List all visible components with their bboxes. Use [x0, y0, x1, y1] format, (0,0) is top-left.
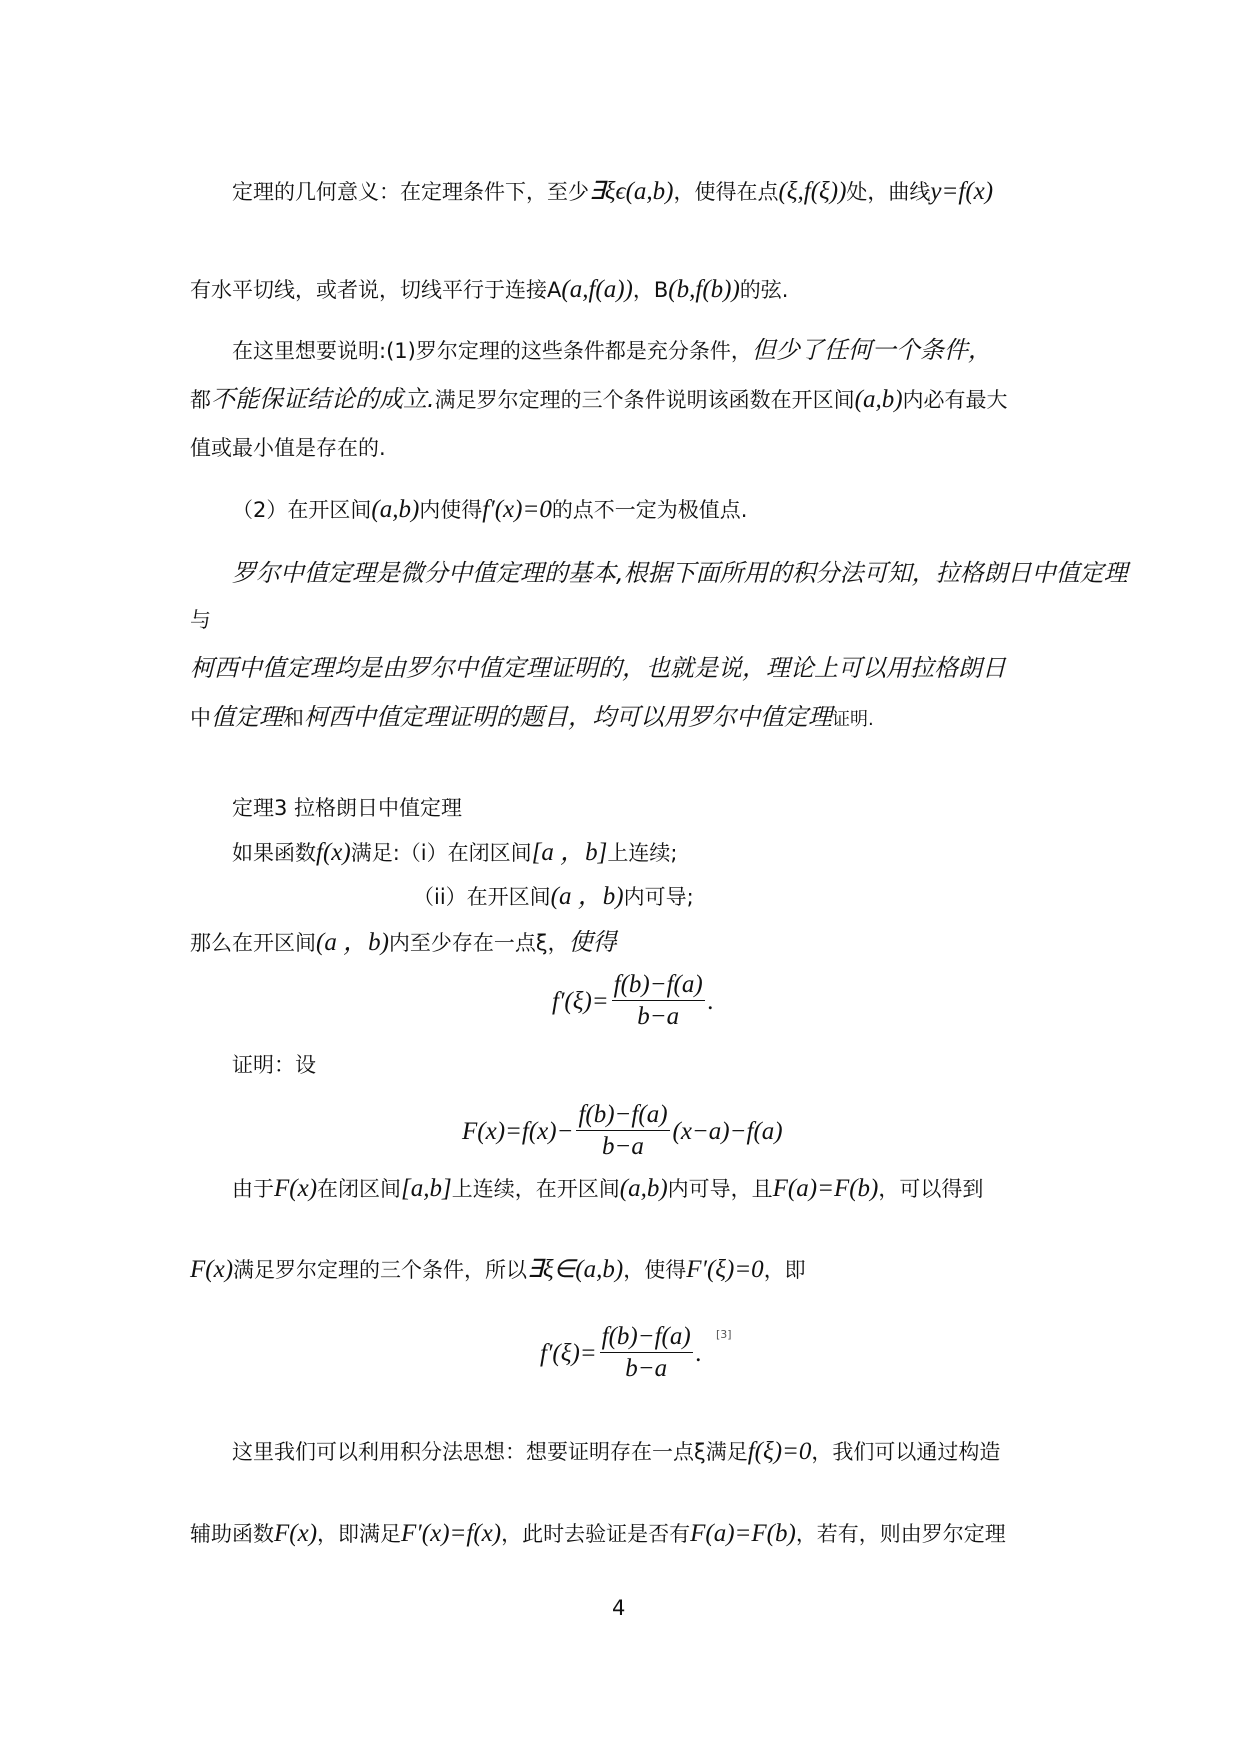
text-segment: ，若有，则由罗尔定理 — [795, 1522, 1006, 1546]
fraction-denominator: b−a — [602, 1133, 644, 1160]
text-segment: 定理3 拉格朗日中值定理 — [232, 796, 463, 820]
text-segment: ，我们可以通过构造 — [811, 1440, 1001, 1464]
text-segment: 在这里想要说明:(1)罗尔定理的这些条件都是充分条件， — [232, 339, 752, 363]
math-expression: ∃ξ∈(a,b) — [527, 1256, 624, 1283]
text-line — [190, 275, 788, 305]
text-segment: 有水平切线，或者说，切线平行于连接A — [190, 278, 562, 302]
math-expression: F(a)=F(b) — [690, 1520, 796, 1547]
text-line — [190, 433, 386, 463]
text-segment: 内可导; — [623, 885, 694, 909]
text-segment: ，使得 — [623, 1258, 687, 1282]
text-segment: 的点不一定为极值点. — [551, 498, 748, 522]
text-line — [413, 882, 694, 912]
formula-tail: (x−a)−f(a) — [672, 1117, 783, 1145]
text-segment: 处，曲线 — [846, 180, 931, 204]
text-segment: 由于 — [232, 1177, 274, 1201]
text-line — [232, 495, 748, 525]
text-line — [190, 1519, 1006, 1549]
math-expression: ∃ξϵ(a,b) — [589, 178, 674, 205]
fraction-denominator: b−a — [625, 1355, 668, 1382]
text-segment: 内可导，且 — [667, 1177, 773, 1201]
emphasis-text: 罗尔中值定理是微分中值定理的基本,根据下面所用的积分法可知，拉格朗日中值定理 — [232, 559, 1128, 587]
text-segment: 满足罗尔定理的三个条件说明该函数在开区间 — [434, 388, 855, 412]
math-expression: y=f(x) — [930, 178, 994, 205]
math-expression: f′(x)=0 — [482, 496, 552, 523]
text-segment: （ii）在开区间 — [413, 885, 551, 909]
math-expression: F(a)=F(b) — [772, 1175, 879, 1202]
text-line — [232, 558, 1128, 589]
text-line — [190, 653, 1006, 684]
math-expression: F(x) — [274, 1175, 318, 1202]
fraction-numerator: f(b)−f(a) — [612, 970, 705, 1001]
text-segment: 满足:（i）在闭区间 — [350, 841, 532, 865]
page-number: 4 — [612, 1596, 626, 1620]
formula-lagrange-result — [540, 1322, 732, 1385]
math-expression: F(x) — [190, 1256, 234, 1283]
math-expression: F′(x)=f(x) — [401, 1520, 502, 1547]
text-segment: 的弦. — [739, 278, 789, 302]
math-expression: (ξ,f(ξ)) — [778, 178, 847, 205]
formula-tail: . — [695, 1339, 702, 1367]
formula-lagrange — [552, 970, 714, 1033]
fraction — [600, 1322, 693, 1385]
math-expression: f(ξ)=0 — [747, 1438, 812, 1465]
text-segment: 辅助函数 — [190, 1522, 274, 1546]
text-line — [190, 605, 211, 635]
text-segment: 那么在开区间 — [190, 931, 316, 955]
text-segment: 与 — [190, 608, 211, 632]
math-expression: [a ，b] — [531, 839, 608, 866]
text-line — [190, 1255, 806, 1285]
text-line — [190, 927, 617, 958]
math-expression: (b,f(b)) — [668, 276, 740, 303]
formula-tail: . — [707, 987, 714, 1015]
text-segment: 在闭区间 — [317, 1177, 402, 1201]
formula-auxiliary-function — [462, 1100, 783, 1163]
text-segment: 证明. — [832, 709, 874, 730]
math-expression: (a ，b) — [316, 929, 389, 956]
emphasis-text: 使得 — [568, 928, 617, 956]
text-segment: 中 — [190, 706, 211, 730]
text-segment: 值或最小值是存在的. — [190, 436, 386, 460]
math-expression: f(x) — [316, 839, 351, 866]
text-segment: 证明：设 — [232, 1053, 316, 1077]
text-line — [232, 1174, 983, 1204]
text-segment: 如果函数 — [232, 841, 316, 865]
text-line — [232, 1050, 316, 1080]
text-segment: ，可以得到 — [878, 1177, 984, 1201]
text-segment: 上连续; — [607, 841, 678, 865]
math-expression: (a,f(a)) — [561, 276, 633, 303]
math-expression: (a ，b) — [550, 883, 624, 910]
text-line — [190, 384, 1008, 415]
math-expression: (a,b) — [371, 496, 420, 523]
math-expression: F(x) — [274, 1520, 318, 1547]
text-segment: 和 — [283, 706, 304, 730]
theorem-heading — [232, 793, 462, 823]
text-segment: ，B — [632, 278, 669, 302]
text-line — [232, 177, 993, 207]
text-segment: 上连续，在开区间 — [451, 1177, 620, 1201]
citation-mark[interactable]: [3] — [715, 1328, 732, 1341]
fraction-denominator: b−a — [637, 1003, 680, 1030]
math-expression: (a,b) — [619, 1175, 668, 1202]
text-line — [232, 335, 992, 366]
formula-lhs: F(x)=f(x)− — [462, 1117, 574, 1145]
emphasis-text: 柯西中值定理均是由罗尔中值定理证明的，也就是说，理论上可以用拉格朗日 — [190, 654, 1006, 682]
text-segment: 内必有最大 — [902, 388, 1008, 412]
text-segment: 定理的几何意义：在定理条件下，至少 — [232, 180, 589, 204]
math-expression: [a,b] — [401, 1175, 452, 1202]
text-line — [232, 1437, 1000, 1467]
fraction-numerator: f(b)−f(a) — [600, 1322, 693, 1353]
emphasis-text: 值定理 — [211, 703, 283, 731]
text-segment: 满足罗尔定理的三个条件，所以 — [233, 1258, 528, 1282]
formula-lhs: f′(ξ)= — [540, 1339, 597, 1367]
math-expression: F′(ξ)=0 — [686, 1256, 764, 1283]
emphasis-text: 但少了任何一个条件， — [751, 336, 992, 364]
fraction — [612, 970, 705, 1033]
text-segment: 内至少存在一点ξ， — [388, 931, 569, 955]
emphasis-text: 不能保证结论的成立. — [211, 385, 435, 413]
text-segment: ，此时去验证是否有 — [501, 1522, 691, 1546]
fraction-numerator: f(b)−f(a) — [576, 1100, 669, 1131]
text-segment: 都 — [190, 388, 211, 412]
emphasis-text: 柯西中值定理证明的题目，均可以用罗尔中值定理 — [304, 703, 832, 731]
text-segment: （2）在开区间 — [232, 498, 372, 522]
math-expression: (a,b) — [854, 386, 903, 413]
text-segment: ，即满足 — [317, 1522, 402, 1546]
text-segment: ，即 — [763, 1258, 806, 1282]
formula-lhs: f′(ξ)= — [552, 987, 609, 1015]
text-line — [232, 838, 677, 868]
fraction — [576, 1100, 669, 1163]
text-segment: 内使得 — [419, 498, 483, 522]
text-segment: ，使得在点 — [673, 180, 779, 204]
text-line — [190, 702, 874, 735]
text-segment: 这里我们可以利用积分法思想：想要证明存在一点ξ满足 — [232, 1440, 748, 1464]
